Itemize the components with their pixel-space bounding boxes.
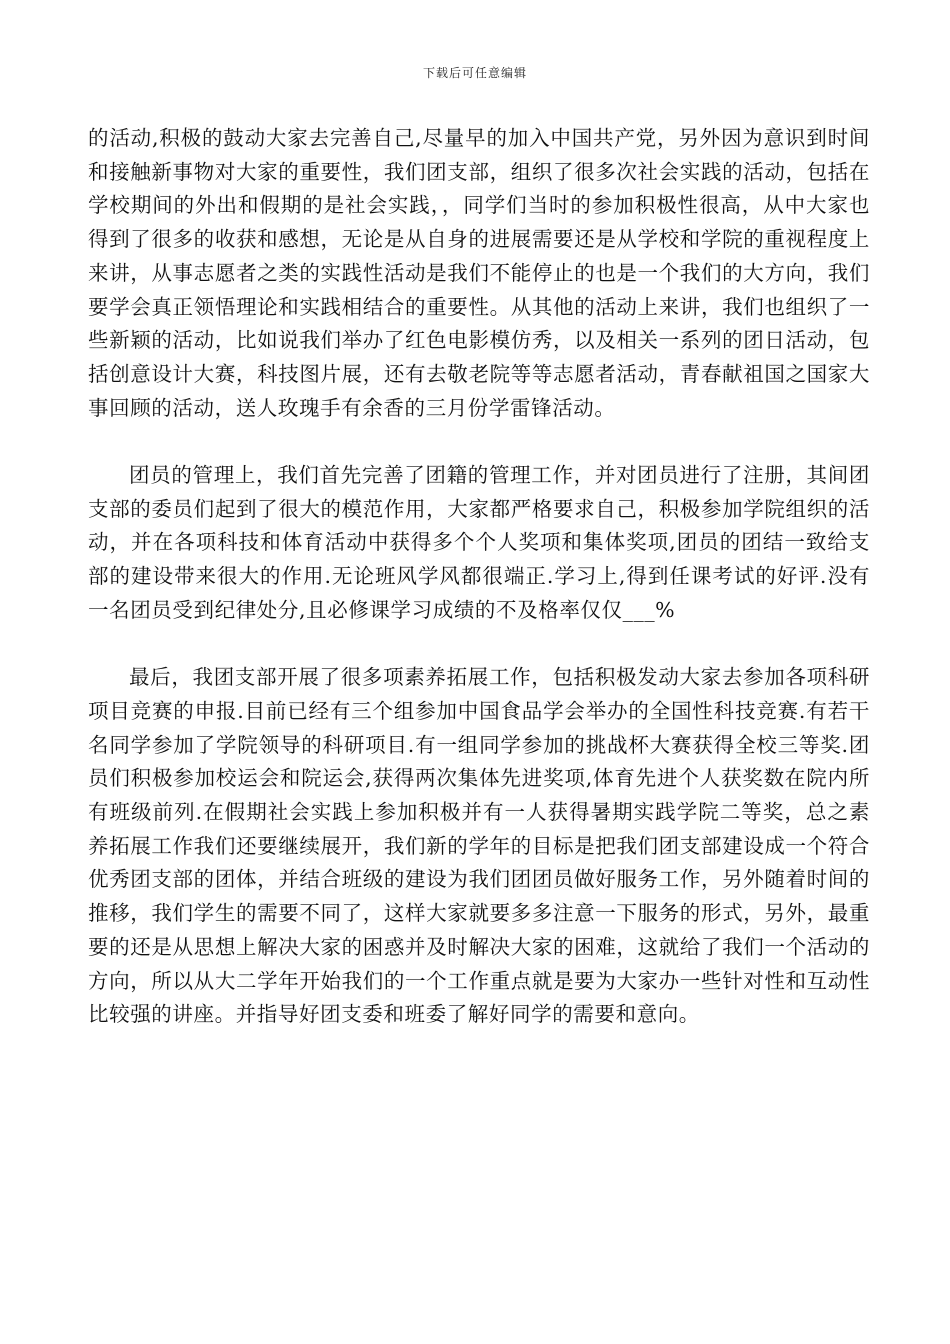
paragraph-quality-development: 最后，我团支部开展了很多项素养拓展工作，包括积极发动大家去参加各项科研项目竞赛的申报.目前已经有三个组参加中国食品学会举办的全国性科技竞赛.有若干名同学参加了学院领导的科研项目.有一组同学参加的挑战杯大赛获得全校三等奖.团员们积极参加校运会和院运会,获得两次集体先进奖项,体育先进个人获奖数在院内所有班级前列.在假期社会实践上参加积极并有一人获得暑期实践学院二等奖，总之素养拓展工作我们还要继续展开，我们新的学年的目标是把我们团支部建设成一个符合优秀团支部的团体，并结合班级的建设为我们团团员做好服务工作，另外随着时间的推移，我们学生的需要不同了，这样大家就要多多注意一下服务的形式，另外，最重要的还是从思想上解决大家的困惑并及时解决大家的困难，这就给了我们一个活动的方向，所以从大二学年开始我们的一个工作重点就是要为大家办一些针对性和互动性比较强的讲座。并指导好团支委和班委了解好同学的需要和意向。 (88, 665, 870, 1027)
document-body (88, 122, 870, 1032)
page-header: 下载后可任意编辑 (422, 66, 527, 80)
paragraph-activities: 的活动,积极的鼓动大家去完善自己,尽量早的加入中国共产党，另外因为意识到时间和接触新事物对大家的重要性，我们团支部，组织了很多次社会实践的活动，包括在学校期间的外出和假期的是社会实践，，同学们当时的参加积极性很高，从中大家也得到了很多的收获和感想，无论是从自身的进展需要还是从学校和学院的重视程度上来讲，从事志愿者之类的实践性活动是我们不能停止的也是一个我们的大方向，我们要学会真正领悟理论和实践相结合的重要性。从其他的活动上来讲，我们也组织了一些新颖的活动，比如说我们举办了红色电影模仿秀，以及相关一系列的团日活动，包括创意设计大赛，科技图片展，还有去敬老院等等志愿者活动，青春献祖国之国家大事回顾的活动，送人玫瑰手有余香的三月份学雷锋活动。 (88, 126, 870, 420)
paragraph-member-management: 团员的管理上，我们首先完善了团籍的管理工作，并对团员进行了注册，其间团支部的委员们起到了很大的模范作用，大家都严格要求自己，积极参加学院组织的活动，并在各项科技和体育活动中获得多个个人奖项和集体奖项,团员的团结一致给支部的建设带来很大的作用.无论班风学风都很端正.学习上,得到任课考试的好评.没有一名团员受到纪律处分,且必修课学习成绩的不及格率仅仅___% (88, 463, 870, 622)
